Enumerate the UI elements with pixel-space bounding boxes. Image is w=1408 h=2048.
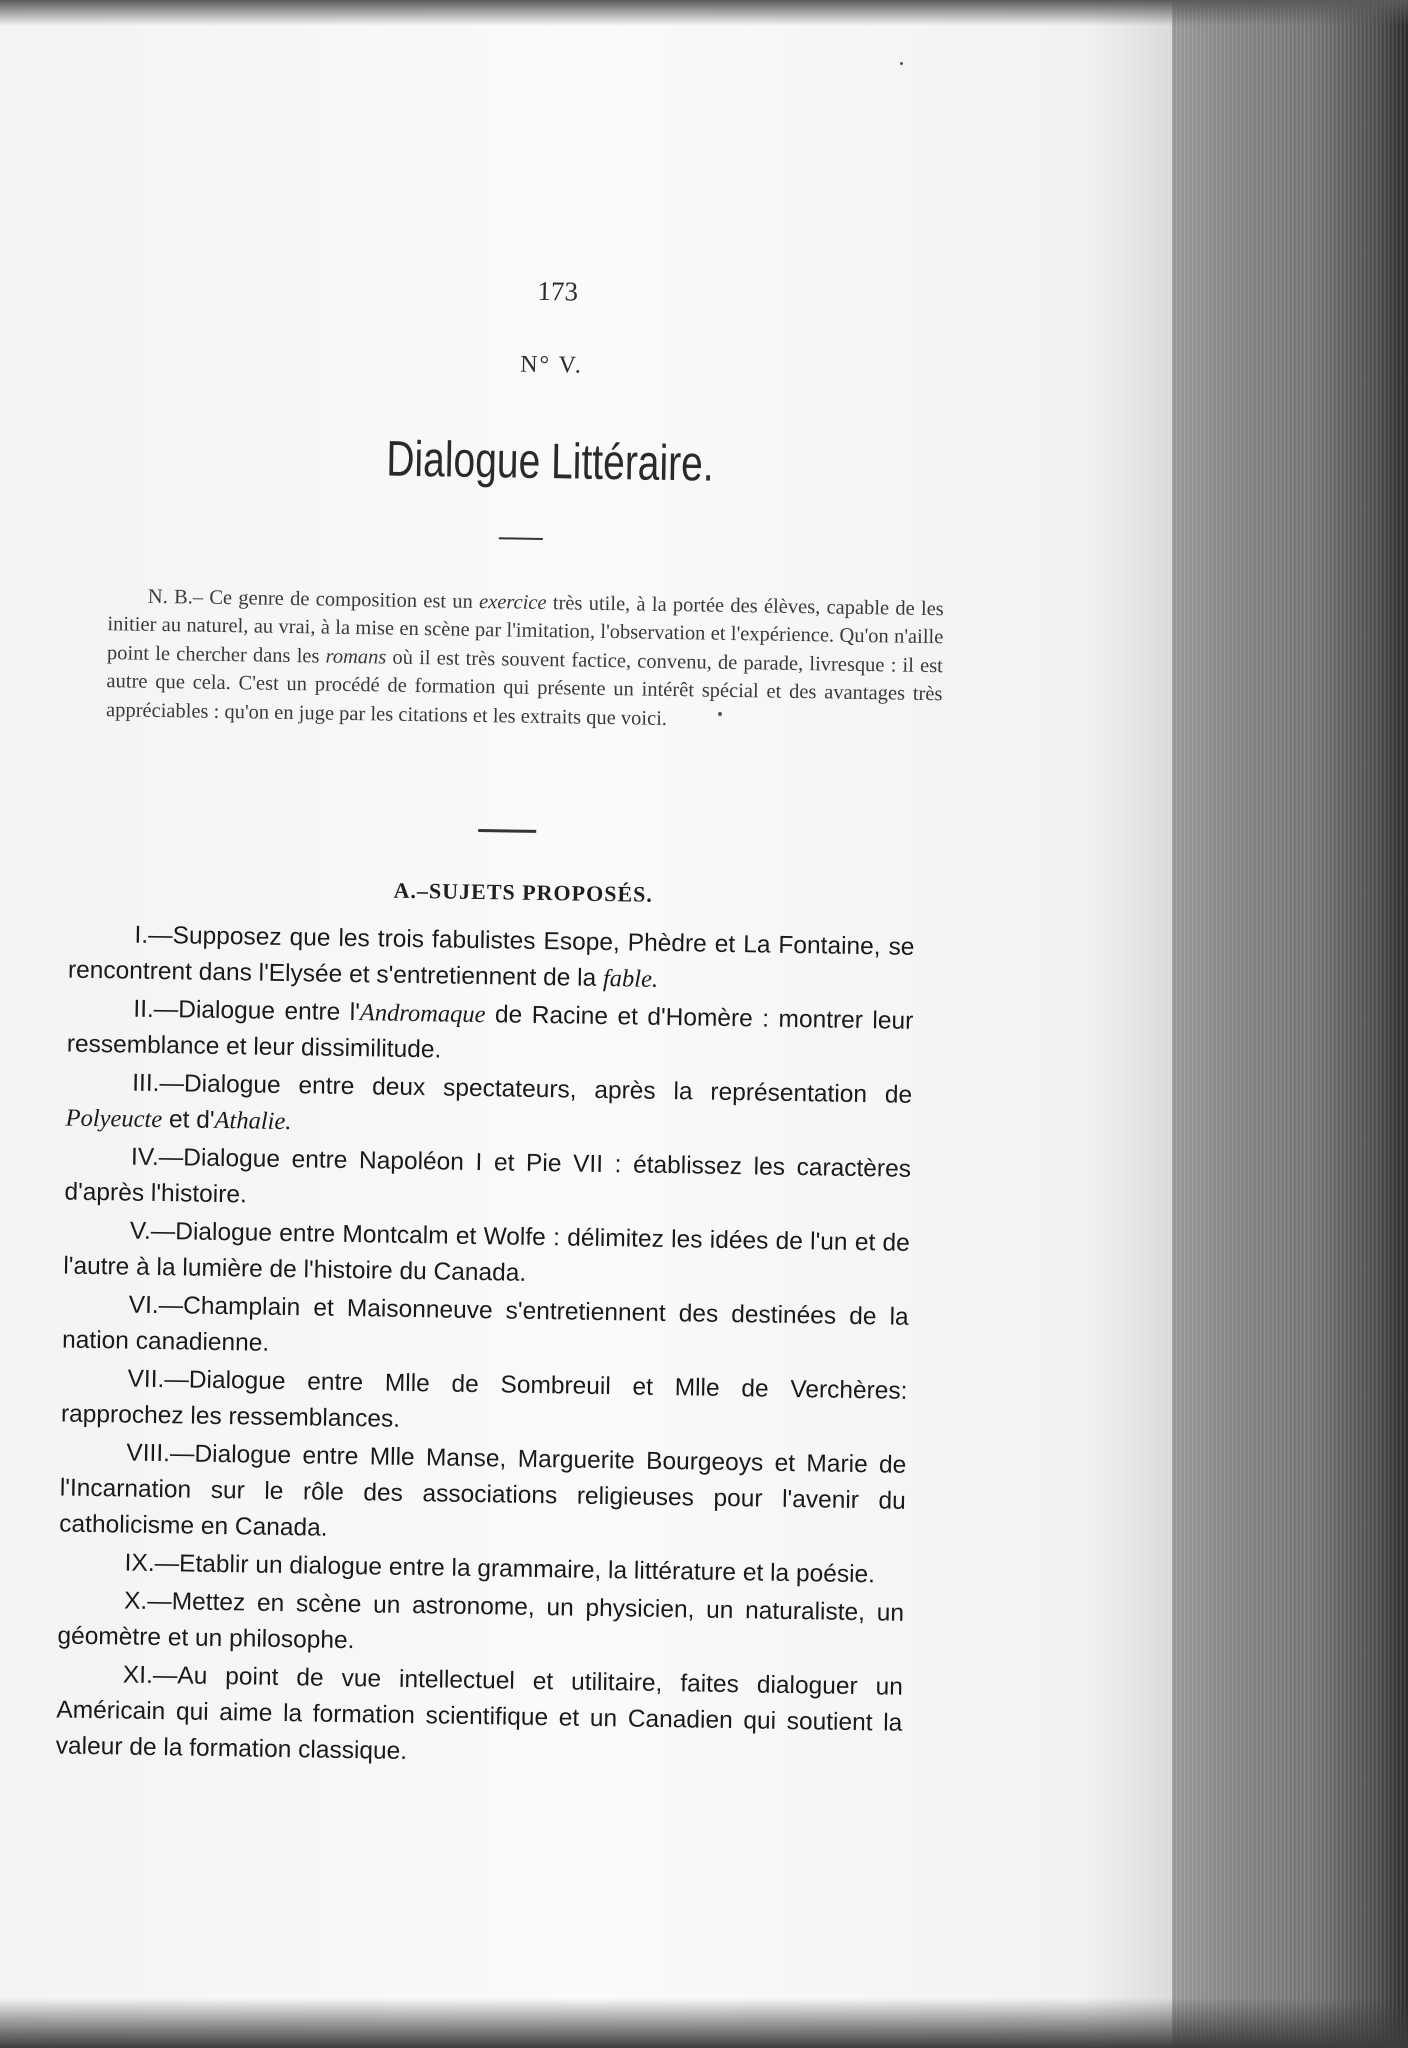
subject-item	[59, 1435, 907, 1556]
note-italic-exercice: exercice	[478, 590, 547, 614]
subject-prefix: I.—Supposez que les trois fabulistes Esope, Phèdre et La Fontaine, se rencontrent dans l'Elysée et s'entretiennent de la	[67, 921, 915, 992]
subject-item	[62, 1287, 909, 1372]
section-number: N° V.	[519, 351, 584, 379]
subject-italic: fable.	[602, 964, 659, 993]
subject-italic: Polyeucte	[65, 1104, 163, 1134]
note-italic-romans: romans	[325, 645, 387, 669]
note-text-1: Ce genre de composition est un	[202, 586, 480, 613]
subject-suffix: de Racine et d'Homère : montrer leur ressemblance et leur dissimilitude.	[66, 1001, 914, 1064]
page-number: 173	[537, 275, 579, 307]
subject-prefix: VII.—Dialogue entre Mlle de Sombreuil et Mlle de Verchères: rapprochez les ressemblances.	[60, 1365, 908, 1433]
subject-item	[68, 917, 915, 1002]
subject-prefix: V.—Dialogue entre Montcalm et Wolfe : délimitez les idées de l'un et de l'autre à la lumière de l'histoire du Canada.	[63, 1217, 911, 1287]
paper-speck	[900, 62, 903, 65]
note-text-2: très utile, à la portée des élèves, capable de les initier au naturel, au vrai, à la mise en scène par l'imitation, l'observation et l'expérience. Qu'on n'aille point le chercher dans les	[106, 591, 944, 668]
section-divider	[478, 829, 536, 833]
nota-bene-paragraph	[106, 582, 944, 738]
note-label: N. B.–	[147, 585, 204, 609]
subject-prefix: II.—Dialogue entre l'	[133, 995, 361, 1027]
subject-italic2: Athalie.	[214, 1106, 292, 1136]
title-divider	[499, 537, 543, 540]
subjects-list	[55, 917, 914, 1780]
subject-prefix: XI.—Au point de vue intellectuel et utilitaire, faites dialoguer un Américain qui aime la formation scientifique et un Canadien qui soutient la valeur de la formation classique.	[55, 1661, 904, 1765]
subject-item	[64, 1139, 911, 1224]
subject-item	[65, 1065, 912, 1150]
book-page-edges	[1172, 0, 1408, 2048]
page-title: Dialogue Littéraire.	[385, 430, 715, 492]
subject-prefix: X.—Mettez en scène un astronome, un physicien, un naturaliste, un géomètre et un philosophe.	[57, 1587, 905, 1655]
subject-prefix: IV.—Dialogue entre Napoléon I et Pie VII : établissez les caractères d'après l'histoire.	[64, 1143, 912, 1209]
subject-prefix: IX.—Etablir un dialogue entre la grammaire, la littérature et la poésie.	[124, 1549, 876, 1589]
subject-item	[67, 991, 914, 1076]
subject-suffix: et d'	[162, 1106, 215, 1134]
subject-item	[56, 1656, 904, 1777]
subject-item	[61, 1361, 908, 1446]
subject-prefix: III.—Dialogue entre deux spectateurs, après la représentation de	[132, 1069, 913, 1109]
paper-speck	[718, 712, 722, 716]
note-text-3: où il est très souvent factice, convenu, de parade, livresque : il est autre que cela. C'est un procédé de formation qui présente un intérêt spécial et des avantages très appréciables : qu'on en juge par les citations et les extraits que voici.	[105, 646, 944, 730]
subject-prefix: VIII.—Dialogue entre Mlle Manse, Marguerite Bourgeoys et Marie de l'Incarnation sur le rôle des associations religieuses pour l'avenir du catholicisme en Canada.	[59, 1439, 907, 1542]
subject-italic: Andromaque	[359, 999, 486, 1029]
section-heading: A.–SUJETS PROPOSÉS.	[393, 877, 654, 907]
subject-prefix: VI.—Champlain et Maisonneuve s'entretiennent des destinées de la nation canadienne.	[61, 1291, 909, 1357]
subject-item	[63, 1213, 910, 1298]
subject-item	[57, 1582, 904, 1667]
